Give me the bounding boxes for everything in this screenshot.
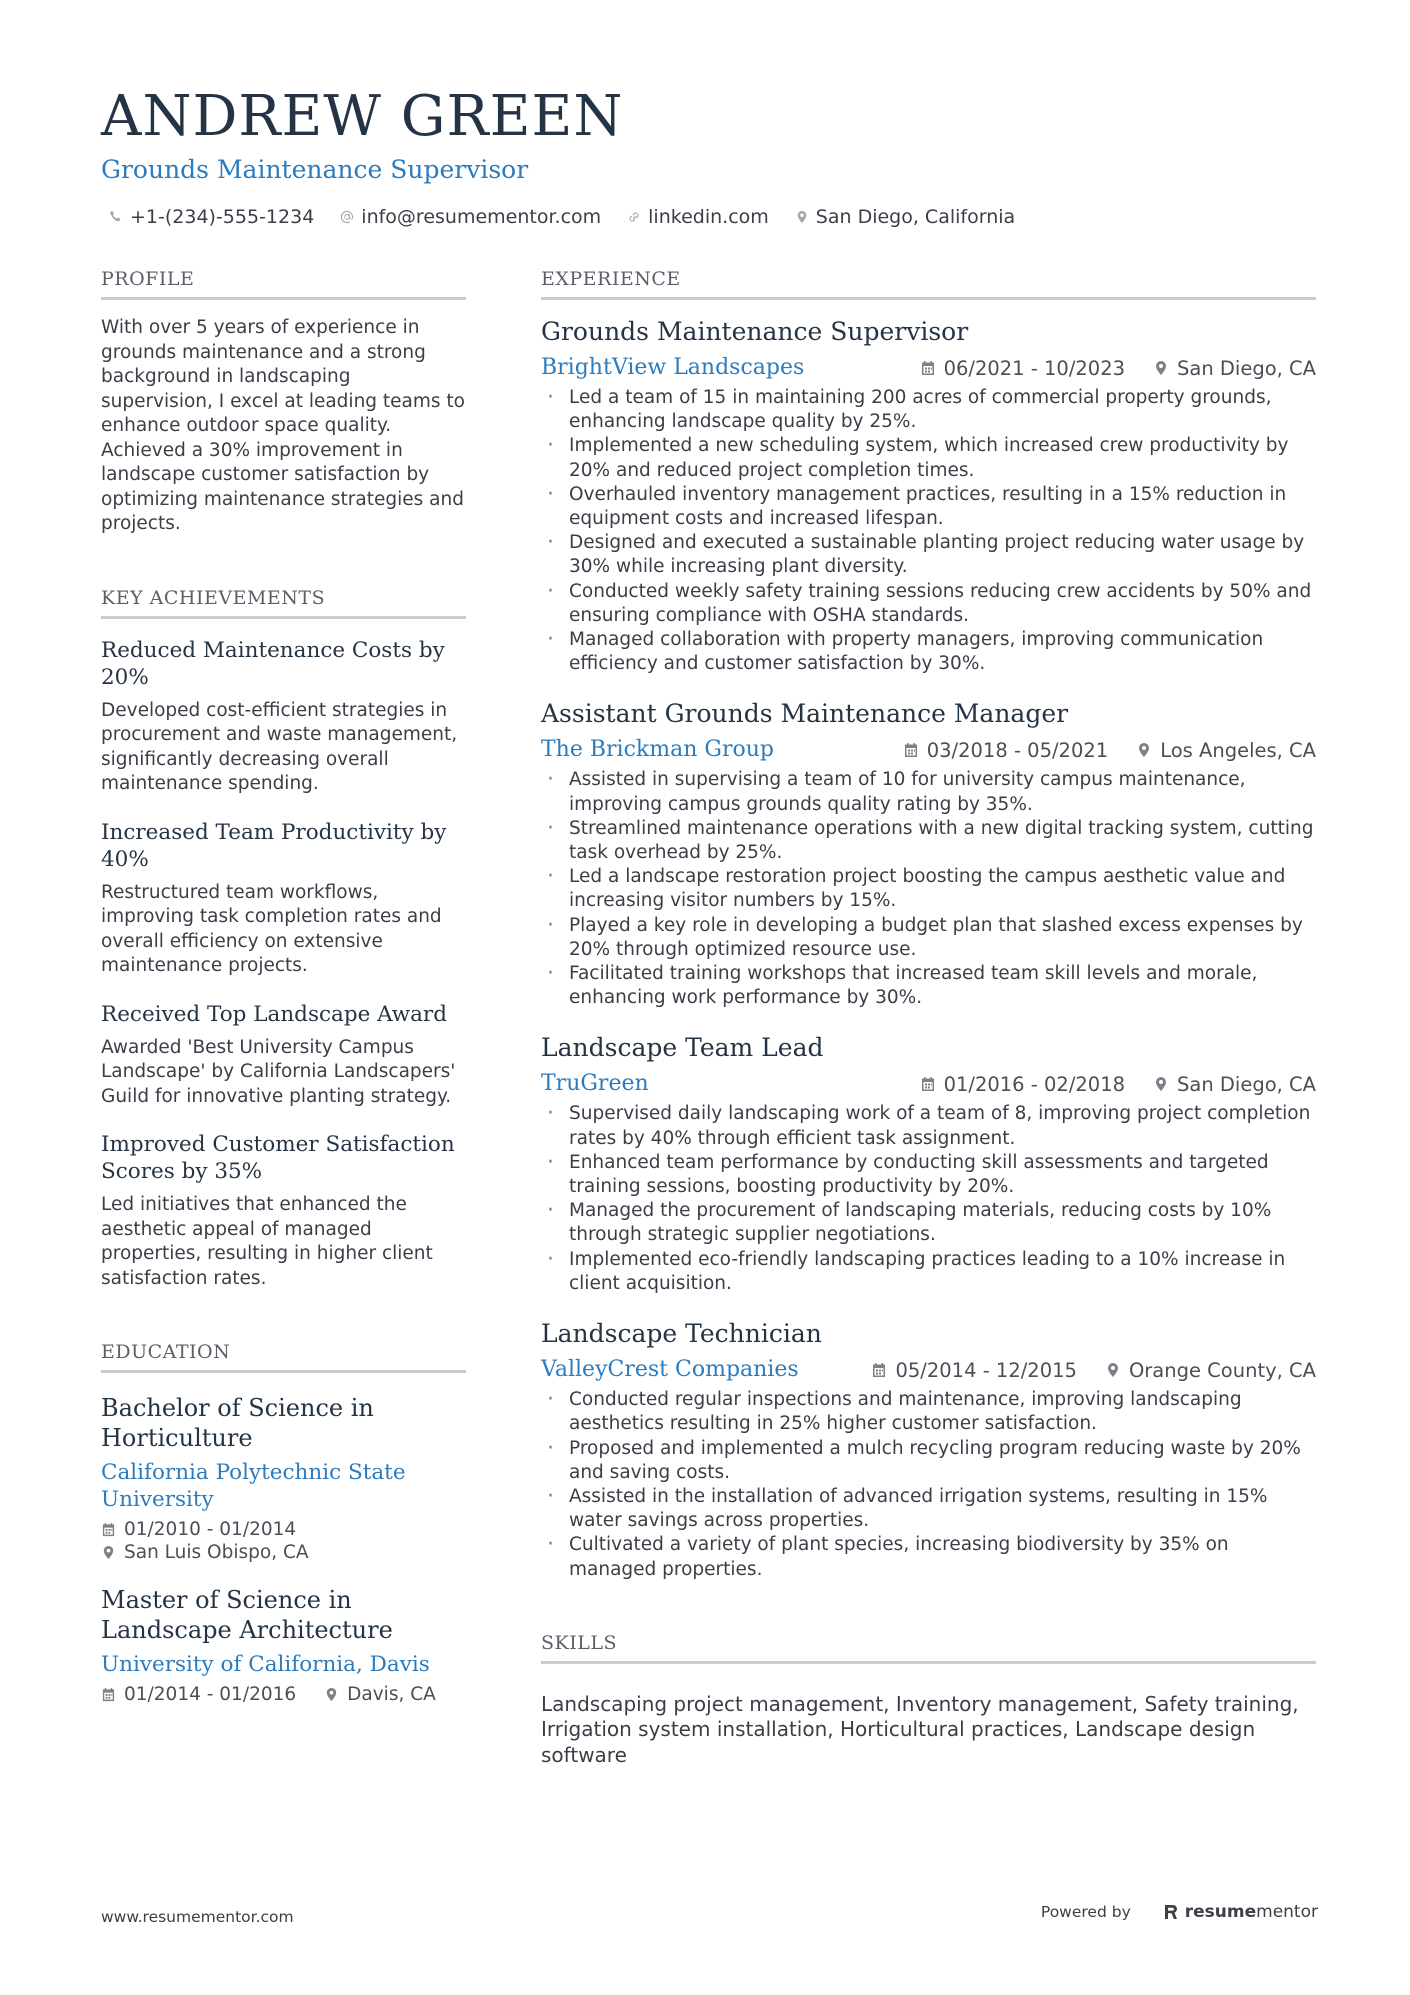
- job-location-text: Los Angeles, CA: [1160, 738, 1316, 762]
- education-school: California Polytechnic State University: [101, 1460, 406, 1512]
- job-location-text: San Diego, CA: [1177, 1072, 1316, 1096]
- job-bullets: [541, 768, 1316, 1010]
- job-location-text: San Diego, CA: [1177, 356, 1316, 380]
- job-bullet: · Proposed and implemented a mulch recycling program reducing waste by 20% and saving costs.: [541, 1437, 1316, 1485]
- achievement-title: Received Top Landscape Award: [101, 1001, 447, 1027]
- phone-icon: [109, 210, 123, 224]
- job-dates-text: 01/2016 - 02/2018: [943, 1072, 1126, 1096]
- job-bullet: · Implemented a new scheduling system, which increased crew productivity by 20% and reduced project completion times.: [541, 434, 1316, 482]
- brand-name-light: mentor: [1256, 1902, 1318, 1922]
- contact-row: [101, 206, 1321, 228]
- job-entry: [541, 698, 1316, 1010]
- resumementor-logo-icon: [1163, 1903, 1179, 1921]
- job-company-row: [541, 1356, 1316, 1384]
- job-bullet: · Enhanced team performance by conducting skill assessments and targeted training sessions, boosting productivity by 20%.: [541, 1151, 1316, 1199]
- location-pin-icon: [1105, 1362, 1121, 1378]
- education-location: [101, 1542, 309, 1563]
- achievement-item: [101, 819, 466, 979]
- job-company: BrightView Landscapes: [541, 355, 805, 380]
- footer-branding: [1041, 1902, 1318, 1922]
- calendar-icon: [101, 1522, 116, 1537]
- job-entry: [541, 1318, 1316, 1582]
- job-meta: [903, 739, 1316, 762]
- job-dates: [920, 1073, 1125, 1096]
- contact-linkedin[interactable]: [627, 206, 769, 228]
- achievement-desc: Led initiatives that enhanced the aesthetic appeal of managed properties, resulting in higher client satisfaction rates.: [101, 1194, 433, 1289]
- calendar-icon: [920, 1076, 936, 1092]
- link-icon: [627, 210, 641, 224]
- education-meta-row: [101, 1684, 466, 1705]
- job-company-row: [541, 354, 1316, 382]
- job-company: TruGreen: [541, 1071, 649, 1097]
- experience-heading: EXPERIENCE: [541, 268, 1316, 300]
- job-bullet: · Managed the procurement of landscaping materials, reducing costs by 10% through strategic supplier negotiations.: [541, 1199, 1316, 1247]
- job-dates: [920, 357, 1125, 380]
- footer-website[interactable]: www.resumementor.com: [101, 1908, 294, 1926]
- job-title: Landscape Technician: [541, 1319, 822, 1349]
- job-entry: [541, 316, 1316, 676]
- education-dates: [101, 1684, 296, 1705]
- job-meta: [920, 357, 1316, 380]
- experience-section: [541, 268, 1316, 1582]
- job-bullet: · Led a landscape restoration project boosting the campus aesthetic value and increasing visitor numbers by 15%.: [541, 865, 1316, 913]
- job-bullet: · Supervised daily landscaping work of a team of 8, improving project completion rates by 40% through efficient task assignment.: [541, 1102, 1316, 1150]
- skills-section: [541, 1632, 1316, 1769]
- achievement-title: Improved Customer Satisfaction Scores by 35%: [101, 1132, 455, 1184]
- education-dates-row: [101, 1519, 466, 1540]
- job-title: Grounds Maintenance Supervisor: [541, 317, 969, 346]
- skills-text: Landscaping project management, Inventory management, Safety training, Irrigation system installation, Horticultural practices, Landscape design software: [541, 1691, 1299, 1767]
- job-company-row: [541, 1070, 1316, 1098]
- education-item: [101, 1393, 466, 1563]
- powered-by-label: Powered by: [1040, 1903, 1131, 1921]
- achievement-desc: Developed cost-efficient strategies in procurement and waste management, significantly decreasing overall maintenance spending.: [101, 699, 458, 794]
- left-column: [101, 268, 466, 1705]
- location-pin-icon: [101, 1545, 116, 1560]
- resume-header: [101, 82, 1321, 228]
- right-column: [541, 268, 1316, 1768]
- contact-email[interactable]: [340, 206, 601, 228]
- contact-phone[interactable]: [109, 206, 314, 228]
- linkedin-text: linkedin.com: [648, 206, 769, 228]
- phone-text: +1-(234)-555-1234: [130, 206, 315, 228]
- job-dates-text: 05/2014 - 12/2015: [895, 1358, 1077, 1382]
- job-dates-text: 03/2018 - 05/2021: [926, 738, 1109, 762]
- job-dates-text: 06/2021 - 10/2023: [943, 356, 1126, 380]
- job-company: The Brickman Group: [541, 737, 774, 763]
- job-bullet: · Conducted regular inspections and maintenance, improving landscaping aesthetics resulting in 25% higher customer satisfaction.: [541, 1388, 1316, 1436]
- job-location: [1153, 1073, 1316, 1096]
- achievement-title: Reduced Maintenance Costs by 20%: [101, 637, 445, 690]
- job-bullets: [541, 1102, 1316, 1296]
- job-bullets: [541, 1388, 1316, 1582]
- job-bullet: · Streamlined maintenance operations with a new digital tracking system, cutting task overhead by 25%.: [541, 817, 1316, 865]
- candidate-name: ANDREW GREEN: [101, 84, 624, 149]
- calendar-icon: [101, 1687, 116, 1702]
- education-degree: Master of Science in Landscape Architecture: [101, 1586, 393, 1644]
- job-bullet: · Overhauled inventory management practices, resulting in a 15% reduction in equipment costs and increased lifespan.: [541, 483, 1316, 531]
- job-bullet: · Managed collaboration with property managers, improving communication efficiency and customer satisfaction by 30%.: [541, 628, 1316, 676]
- calendar-icon: [920, 360, 936, 376]
- achievements-heading: KEY ACHIEVEMENTS: [101, 587, 466, 619]
- location-pin-icon: [795, 210, 809, 224]
- achievements-section: [101, 587, 466, 1292]
- location-pin-icon: [1153, 1076, 1169, 1092]
- job-title: Landscape Team Lead: [541, 1033, 824, 1063]
- job-company: ValleyCrest Companies: [541, 1357, 799, 1383]
- job-dates: [871, 1359, 1076, 1382]
- education-degree: Bachelor of Science in Horticulture: [101, 1394, 374, 1452]
- achievement-title: Increased Team Productivity by 40%: [101, 819, 447, 872]
- job-meta: [871, 1359, 1316, 1382]
- education-location-row: [101, 1542, 466, 1563]
- education-dates-text: 01/2014 - 01/2016: [124, 1684, 297, 1705]
- education-dates-text: 01/2010 - 01/2014: [124, 1519, 297, 1540]
- brand-logo[interactable]: [1163, 1902, 1318, 1922]
- achievement-desc: Restructured team workflows, improving task completion rates and overall efficiency on extensive maintenance projects.: [101, 881, 442, 976]
- achievement-item: [101, 637, 466, 797]
- location-pin-icon: [1153, 360, 1169, 376]
- location-text: San Diego, California: [815, 206, 1016, 228]
- job-entry: [541, 1032, 1316, 1296]
- achievement-desc: Awarded 'Best University Campus Landscape' by California Landscapers' Guild for innovative planting strategy.: [101, 1036, 456, 1107]
- job-bullet: · Designed and executed a sustainable planting project reducing water usage by 30% while increasing plant diversity.: [541, 531, 1316, 579]
- job-location: [1153, 357, 1316, 380]
- job-bullet: · Played a key role in developing a budget plan that slashed excess expenses by 20% through optimized resource use.: [541, 914, 1316, 962]
- job-bullet: · Implemented eco-friendly landscaping practices leading to a 10% increase in client acquisition.: [541, 1248, 1316, 1296]
- candidate-title: Grounds Maintenance Supervisor: [101, 155, 529, 184]
- job-title: Assistant Grounds Maintenance Manager: [541, 699, 1069, 729]
- job-dates: [903, 739, 1108, 762]
- skills-heading: SKILLS: [541, 1632, 1316, 1664]
- job-meta: [920, 1073, 1316, 1096]
- brand-name-bold: resume: [1184, 1902, 1257, 1922]
- education-section: [101, 1341, 466, 1705]
- job-bullet: · Cultivated a variety of plant species, increasing biodiversity by 35% on managed properties.: [541, 1533, 1316, 1581]
- job-bullet: · Assisted in the installation of advanced irrigation systems, resulting in 15% water savings across properties.: [541, 1485, 1316, 1533]
- profile-section: [101, 268, 466, 537]
- profile-heading: PROFILE: [101, 268, 466, 300]
- contact-location: [795, 206, 1015, 228]
- job-bullets: [541, 386, 1316, 676]
- location-pin-icon: [324, 1687, 339, 1702]
- job-location-text: Orange County, CA: [1128, 1358, 1316, 1382]
- education-heading: EDUCATION: [101, 1341, 466, 1373]
- job-bullet: · Led a team of 15 in maintaining 200 acres of commercial property grounds, enhancing landscape quality by 25%.: [541, 386, 1316, 434]
- calendar-icon: [871, 1362, 887, 1378]
- profile-text: With over 5 years of experience in grounds maintenance and a strong background in landscaping supervision, I excel at leading teams to enhance outdoor space quality. Achieved a 30% improvement in landscape customer satisfaction by optimizing maintenance strategies and projects.: [101, 317, 466, 534]
- job-location: [1136, 739, 1316, 762]
- education-location: [324, 1684, 436, 1705]
- email-text: info@resumementor.com: [361, 206, 602, 228]
- calendar-icon: [903, 742, 919, 758]
- education-location-text: Davis, CA: [347, 1684, 436, 1705]
- job-bullet: · Assisted in supervising a team of 10 for university campus maintenance, improving campus grounds quality rating by 35%.: [541, 768, 1316, 816]
- job-bullet: · Facilitated training workshops that increased team skill levels and morale, enhancing work performance by 30%.: [541, 962, 1316, 1010]
- location-pin-icon: [1136, 742, 1152, 758]
- job-bullet: · Conducted weekly safety training sessions reducing crew accidents by 50% and ensuring compliance with OSHA standards.: [541, 580, 1316, 628]
- education-dates: [101, 1519, 296, 1540]
- education-school: University of California, Davis: [101, 1652, 430, 1677]
- achievement-item: [101, 1001, 466, 1110]
- education-item: [101, 1585, 466, 1705]
- achievement-item: [101, 1131, 466, 1291]
- job-location: [1105, 1359, 1316, 1382]
- job-company-row: [541, 736, 1316, 764]
- at-icon: [340, 210, 354, 224]
- education-location-text: San Luis Obispo, CA: [124, 1542, 309, 1563]
